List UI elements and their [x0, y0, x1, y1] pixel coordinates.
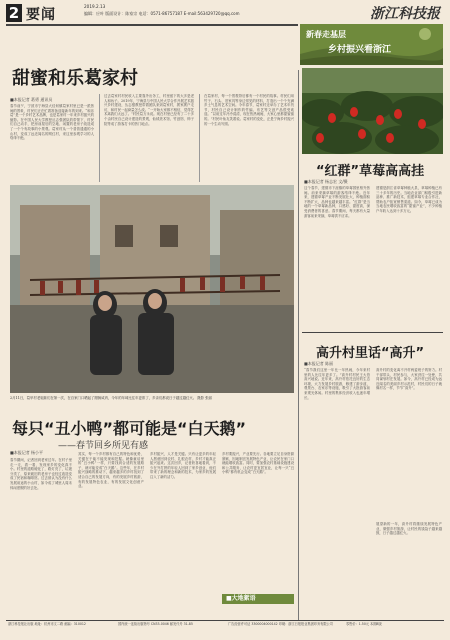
article-3-column-1: 这个春节，建德市下涯镇的草莓园里格外热闹。前来采摘草莓的游客络绎不绝。近年来，建德草莓产业不断发展壮大，种植面积不断扩大，品种也越来越丰富。“红群”是当地的一个草莓新品种，口感好、甜度高，深受消费者的喜爱。春节期间，每天都有大量游客前来采摘，草莓供不应求。 [304, 186, 370, 218]
page-number: 2 [6, 4, 22, 22]
article-3-byline: ■本报记者 杨志宏 文/摄 [304, 179, 348, 184]
article-4-headline: 高升村里话“高升” [316, 346, 425, 361]
article-1-column-1: 春节前夕，宁波市宁海县大佳何镇葛家村里已是一派热闹的景象，村民们正在忙着准备迎接新年的到来。“和乐葛”是一个乡村艺术品牌，也是葛家村一年来乡村振兴的缩影。在中国人民大学教授丛志强团队的带领下，村民们自己动手，把房前屋后的空地、闲置的老房子改造成了一个个有故事的小景观。葛家村从一个普普通通的小山村，变成了远近闻名的网红村，来这里参观学习的人络绎不绝。 [10, 104, 94, 141]
footer-cell: 浙江科技报社出版 地址：杭州市文二路 邮编：310012 [8, 622, 86, 626]
footer-cell: 零售价：1.50元 本期8版 [346, 622, 382, 626]
article-2-column-2: 其实，每一个乡村都有自己的特色和优势，关键在于能不能发现和挖掘。就像童话里的“丑小鸭”一样，只要找到合适的发展路子，就可能变成“白天鹅”。这些年，在乡村振兴战略的推动下，越来越多的乡村找到了适合自己的发展方向，有的发展乡村旅游，有的发展特色农业，有的发展文化创意产业。 [78, 452, 144, 489]
article-3-headline: “红群”草莓高高挂 [316, 164, 425, 179]
article-2-column-1: 春节期间，记者回到老家过年。在村子里走一走，看一看，发现家乡的变化真不小。村里的道路硬化了，路灯亮了，垃圾分类了，原来破旧的老房子也经过改造变成了民宿和咖啡馆。过去被认为没有什么发展前途的小山村，如今成了城里人周末休闲度假的好去处。 [10, 458, 72, 490]
article-4-byline: ■本报记者 陈丽 [304, 361, 334, 366]
footer-cell: 广告经营许可证 3300004000142 印刷：浙江日报报业集团印务有限公司 [228, 622, 333, 626]
article-3-column-2: 建德是浙江省草莓种植大县，草莓种植已有三十多年的历史。当地农业部门积极引进新品种、推广新技术，组建草莓专业合作社，帮助农户拓宽销售渠道。如今，草莓已成为当地农民增收致富的“甜蜜产业”，不少种植户年收入达到十多万元。 [376, 186, 442, 213]
footer-cell: 国内统一连续出版物号 CN33-0046 邮发代号 31-85 [118, 622, 193, 626]
strawberry-photo [302, 68, 443, 154]
article-4-column-1: “春节我们这里一年比一年热闹，今年来村里的人比往年更多了。”高升村村民王大伯高兴地说。近年来，高升村依托良好的生态环境，大力发展乡村旅游，修建了游步道、观景台、农家乐等设施，吸引了大批游客前来观光休闲。村里的集体经济收入也逐年增长。 [304, 368, 370, 400]
column-rule [99, 94, 100, 182]
strawberry-photo-illustration [302, 68, 443, 154]
article-1-column-2: 过去葛家村村民收入主要靠外出务工，村里留下的大多是老人和孩子。2019年，宁海县与中国人民大学合作开展艺术振兴乡村建设，丛志强教授带着团队来到葛家村，挨家挨户走访，和村民一起商量怎么改。“一开始大家都不相信，觉得艺术离我们太远了。”村民葛万永说。现在村里已经有了二十多个由村民自己设计建造的景观，仙绒美术馆、竹创馆、柿子院等成了游客打卡的热门地点。 [104, 94, 194, 126]
article-4-column-3: 展望新的一年，高升村将继续发展特色产业，做强乡村旅游，让村民的钱袋子越来越鼓，日子越过越红火。 [376, 522, 442, 536]
article-2-byline: ■本报记者 杨小平 [10, 450, 44, 455]
section-rule [302, 332, 443, 333]
article-1-byline: ■本报记者 葛勇 通讯员 [10, 97, 53, 102]
section-label: ■大地絮语 [222, 594, 294, 604]
editor-info: 编辑：应叶 版面设计：陈家宗 电话：0571-86757187 E-mail:563429720@qq.com [84, 11, 240, 16]
article-2-column-3: 乡村振兴，人才是关键。只有让更多的年轻人愿意回到农村、扎根农村，乡村才能真正振兴起来。这次回乡，记者欣喜地看到，不少在外打拼的年轻人回到了家乡创业，他们带来了新的理念和新的技术，为家乡的发展注入了新的活力。 [150, 452, 216, 479]
photo-caption: 2月11日，葛甲村老姐妹们在第一次，在自家门口晒起了腊肠咸肉，今年的年味比往年更浓了，乡亲们都说日子越过越红火。 摄影 张丽 [10, 396, 212, 400]
masthead-rule [6, 24, 298, 26]
footer-rule [6, 620, 444, 621]
section-title: 要闻 [26, 7, 56, 23]
article-4-column-2: 高升村的变化离不开村两委班子的努力。村干部带头，村民参与，大家劲往一处使，共同谋划村庄发展。如今，高升村已经成为远近闻名的美丽乡村示范村，村民们的日子就像村名一样，节节“高升”。 [376, 368, 442, 391]
village-photo [10, 185, 294, 393]
column-rule [199, 94, 200, 182]
newspaper-name: 浙江科技报 [370, 6, 440, 22]
column-divider [298, 70, 299, 620]
banner-line-1: 新春走基层 [306, 30, 346, 39]
banner-line-2: 乡村振兴看浙江 [328, 45, 392, 55]
article-1-column-3: 在葛家村，每一个景观背后都有一个村民的故事。村民们用竹子、石头、旧家具等身边常见的材料，打造出一个个充满乡土气息的艺术空间。今年春节，葛家村还举办了艺术年货节，村民自己设计制作的竹编、布艺等文创产品很受欢迎。“以前过年冷冷清清，现在热热闹闹，大家心里都甜蜜蜜的。”村民叶仙友笑着说。葛家村的变化，正是宁海乡村振兴的一个生动写照。 [204, 94, 294, 126]
feature-banner [300, 24, 443, 65]
publication-date: 2019.2.13 [84, 4, 106, 9]
article-2-headline: 每只“丑小鸭”都可能是“白天鹅” [12, 419, 247, 438]
article-1-headline: 甜蜜和乐葛家村 [12, 68, 138, 89]
village-photo-illustration [10, 185, 294, 393]
article-2-column-4: 乡村要振兴，产业要先行。各地要立足自身资源禀赋，因地制宜发展特色产业，让农民在家门口就能增收致富。同时，要加强农村基础设施建设和公共服务，让农村更宜居宜业，让每一只“丑小鸭”都有机会变成“白天鹅”。 [222, 452, 294, 475]
article-2-subheadline: ——春节回乡所见有感 [58, 441, 149, 451]
